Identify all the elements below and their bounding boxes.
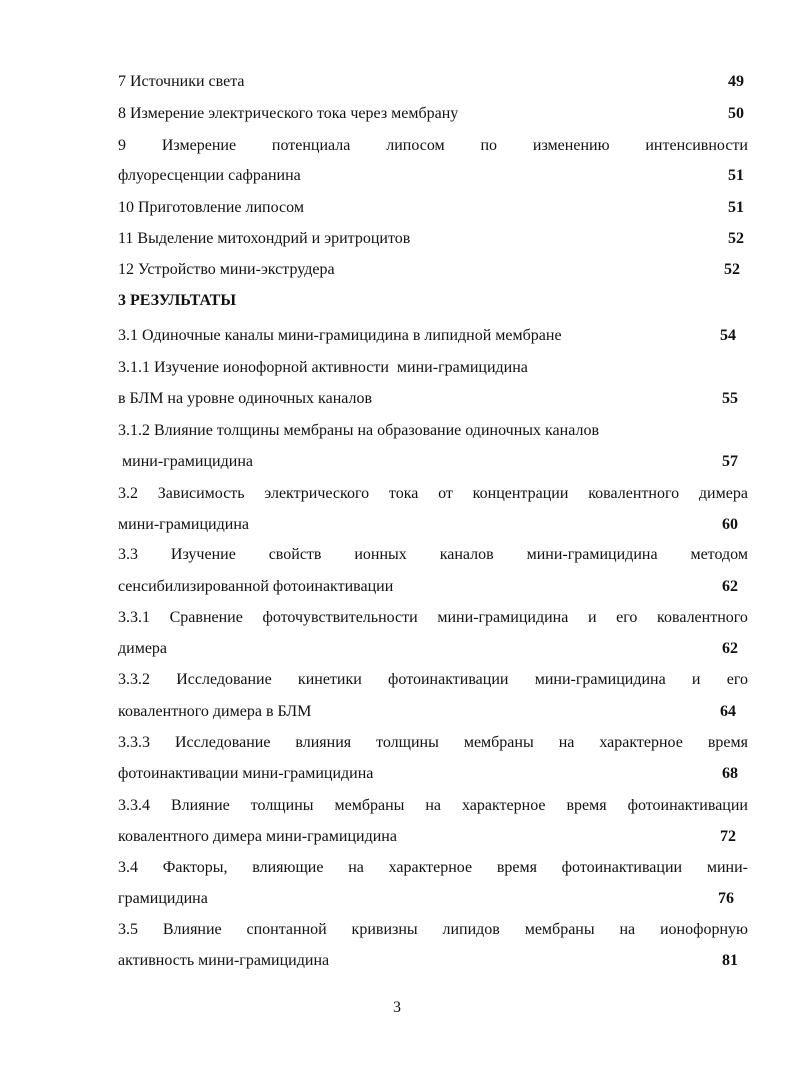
toc-entry	[118, 260, 748, 280]
toc-entry-title: 3.1.1 Изучение ионофорной активности мини-грамицидина	[118, 359, 528, 376]
toc-word: мини-грамицидина	[526, 546, 658, 563]
toc-entry	[118, 389, 748, 409]
toc-word: его	[726, 671, 748, 688]
toc-word: влияния	[295, 734, 352, 751]
toc-word: 3.5	[118, 921, 138, 938]
toc-word: ионофорную	[659, 921, 748, 938]
toc-entry-title: ковалентного димера в БЛМ	[118, 703, 312, 720]
toc-word: толщины	[376, 734, 439, 751]
toc-word: мембраны	[524, 921, 595, 938]
toc-word: каналов	[439, 546, 494, 563]
toc-entry-title: 12 Устройство мини-экструдера	[118, 261, 335, 278]
toc-word: 3.3.1	[118, 609, 150, 626]
toc-entry-justified-line	[118, 733, 748, 753]
toc-entry-justified-line	[118, 858, 748, 878]
page-number: 3	[393, 999, 401, 1016]
toc-word: димера	[698, 485, 748, 502]
toc-word: потенциала	[271, 137, 351, 154]
toc-word: фотоинактивации	[561, 859, 683, 876]
toc-entry	[118, 577, 748, 597]
toc-entry	[118, 229, 748, 249]
toc-entry-title: 8 Измерение электрического тока через мембрану	[118, 105, 459, 122]
toc-word: мини-грамицидина	[534, 671, 666, 688]
toc-word: фотоинактивации	[627, 797, 748, 814]
toc-entry-title: активность мини-грамицидина	[118, 952, 330, 969]
toc-word: Влияние	[162, 921, 222, 938]
toc-entry	[118, 72, 748, 92]
toc-word: методом	[690, 546, 748, 563]
toc-word: Исследование	[174, 734, 271, 751]
toc-entry	[118, 515, 748, 535]
toc-word: спонтанной	[246, 921, 327, 938]
toc-word: мембраны	[334, 797, 405, 814]
toc-word: время	[566, 797, 607, 814]
toc-entry-justified-line	[118, 484, 748, 504]
toc-page-number: 54	[720, 327, 736, 344]
toc-entry-justified-line	[118, 796, 748, 816]
toc-entry	[118, 358, 748, 378]
toc-entry-title: грамицидина	[118, 890, 208, 907]
toc-word: липидов	[442, 921, 500, 938]
toc-page-number: 62	[722, 578, 738, 595]
toc-word: Зависимость	[157, 485, 245, 502]
toc-word: ковалентного	[657, 609, 748, 626]
toc-word: электрического	[264, 485, 370, 502]
toc-entry	[118, 639, 748, 659]
toc-entry	[118, 166, 748, 186]
toc-page-number: 49	[728, 73, 744, 90]
toc-word: влияющие	[252, 859, 324, 876]
toc-entry-justified-line	[118, 608, 748, 628]
toc-word: характерное	[388, 859, 473, 876]
toc-word: кривизны	[351, 921, 418, 938]
toc-word: на	[558, 734, 575, 751]
toc-word: Влияние	[170, 797, 230, 814]
toc-entry-justified-line	[118, 920, 748, 940]
toc-word: толщины	[250, 797, 314, 814]
toc-entry	[118, 104, 748, 124]
toc-entry-title: 3.1.2 Влияние толщины мембраны на образование одиночных каналов	[118, 422, 599, 439]
toc-word: мини-	[706, 859, 748, 876]
toc-word: его	[616, 609, 638, 626]
toc-entry-title: мини-грамицидина	[118, 516, 249, 533]
toc-page-number: 68	[722, 765, 738, 782]
toc-word: 3.4	[118, 859, 138, 876]
toc-entry-title: флуоресценции сафранина	[118, 167, 301, 184]
toc-entry	[118, 951, 748, 971]
toc-entry-title: 10 Приготовление липосом	[118, 199, 304, 216]
toc-entry-justified-line	[118, 545, 748, 565]
toc-entry-title: в БЛМ на уровне одиночных каналов	[118, 390, 373, 407]
toc-word: характерное	[461, 797, 546, 814]
toc-word: ковалентного	[588, 485, 680, 502]
toc-word: тока	[388, 485, 419, 502]
toc-word: 3.3.4	[118, 797, 150, 814]
toc-entry	[118, 198, 748, 218]
toc-word: от	[438, 485, 453, 502]
toc-entry-title: 11 Выделение митохондрий и эритроцитов	[118, 230, 411, 247]
toc-word: изменению	[532, 137, 610, 154]
toc-page-number: 64	[720, 703, 736, 720]
toc-entry-title: мини-грамицидина	[118, 453, 253, 470]
toc-page-number: 51	[728, 167, 744, 184]
toc-entry-title: димера	[118, 640, 168, 657]
toc-page-number: 50	[728, 105, 744, 122]
toc-word: 3.3.3	[118, 734, 150, 751]
toc-word: кинетики	[297, 671, 362, 688]
toc-entry	[118, 326, 748, 346]
toc-entry	[118, 421, 748, 441]
toc-entry-title: фотоинактивации мини-грамицидина	[118, 765, 374, 782]
toc-entry	[118, 889, 748, 909]
toc-word: Исследование	[176, 671, 272, 688]
toc-word: Изучение	[170, 546, 236, 563]
toc-entry-justified-line	[118, 136, 748, 156]
toc-entry-justified-line	[118, 670, 748, 690]
toc-word: на	[348, 859, 364, 876]
toc-page-number: 60	[722, 516, 738, 533]
toc-page-number: 57	[722, 453, 738, 470]
toc-page-number: 81	[722, 952, 738, 969]
toc-entry-title: 3.1 Одиночные каналы мини-грамицидина в липидной мембране	[118, 327, 562, 344]
toc-word: липосом	[386, 137, 445, 154]
toc-word: Измерение	[161, 137, 237, 154]
toc-page-number: 76	[718, 890, 734, 907]
toc-page-number: 51	[728, 199, 744, 216]
toc-page-number: 52	[724, 261, 740, 278]
toc-entry-title: 7 Источники света	[118, 73, 245, 90]
toc-entry	[118, 702, 748, 722]
toc-word: фоточувствительности	[262, 609, 418, 626]
toc-word: 9	[118, 137, 126, 154]
toc-word: 3.3	[118, 546, 138, 563]
toc-word: Факторы,	[162, 859, 228, 876]
toc-word: характерное	[599, 734, 683, 751]
toc-word: на	[619, 921, 636, 938]
toc-entry-title: сенсибилизированной фотоинактивации	[118, 578, 394, 595]
toc-word: 3.3.2	[118, 671, 150, 688]
toc-word: концентрации	[472, 485, 569, 502]
toc-entry	[118, 827, 748, 847]
toc-word: время	[496, 859, 537, 876]
toc-word: мембраны	[463, 734, 534, 751]
toc-word: интенсивности	[645, 137, 748, 154]
toc-word: ионных	[354, 546, 407, 563]
toc-page-number: 55	[722, 390, 738, 407]
toc-word: фотоинактивации	[388, 671, 509, 688]
toc-word: 3.2	[118, 485, 138, 502]
toc-entry	[118, 452, 748, 472]
toc-word: свойств	[268, 546, 322, 563]
section-heading: 3 РЕЗУЛЬТАТЫ	[118, 292, 237, 309]
toc-word: на	[425, 797, 442, 814]
toc-page-number: 62	[722, 640, 738, 657]
toc-word: и	[691, 671, 701, 688]
toc-page-number: 52	[728, 230, 744, 247]
toc-word: время	[707, 734, 748, 751]
toc-page-number: 72	[720, 828, 736, 845]
toc-word: Сравнение	[169, 609, 243, 626]
toc-word: мини-грамицидина	[437, 609, 569, 626]
toc-entry-title: ковалентного димера мини-грамицидина	[118, 828, 397, 845]
toc-entry	[118, 764, 748, 784]
toc-word: и	[587, 609, 597, 626]
toc-word: по	[480, 137, 498, 154]
